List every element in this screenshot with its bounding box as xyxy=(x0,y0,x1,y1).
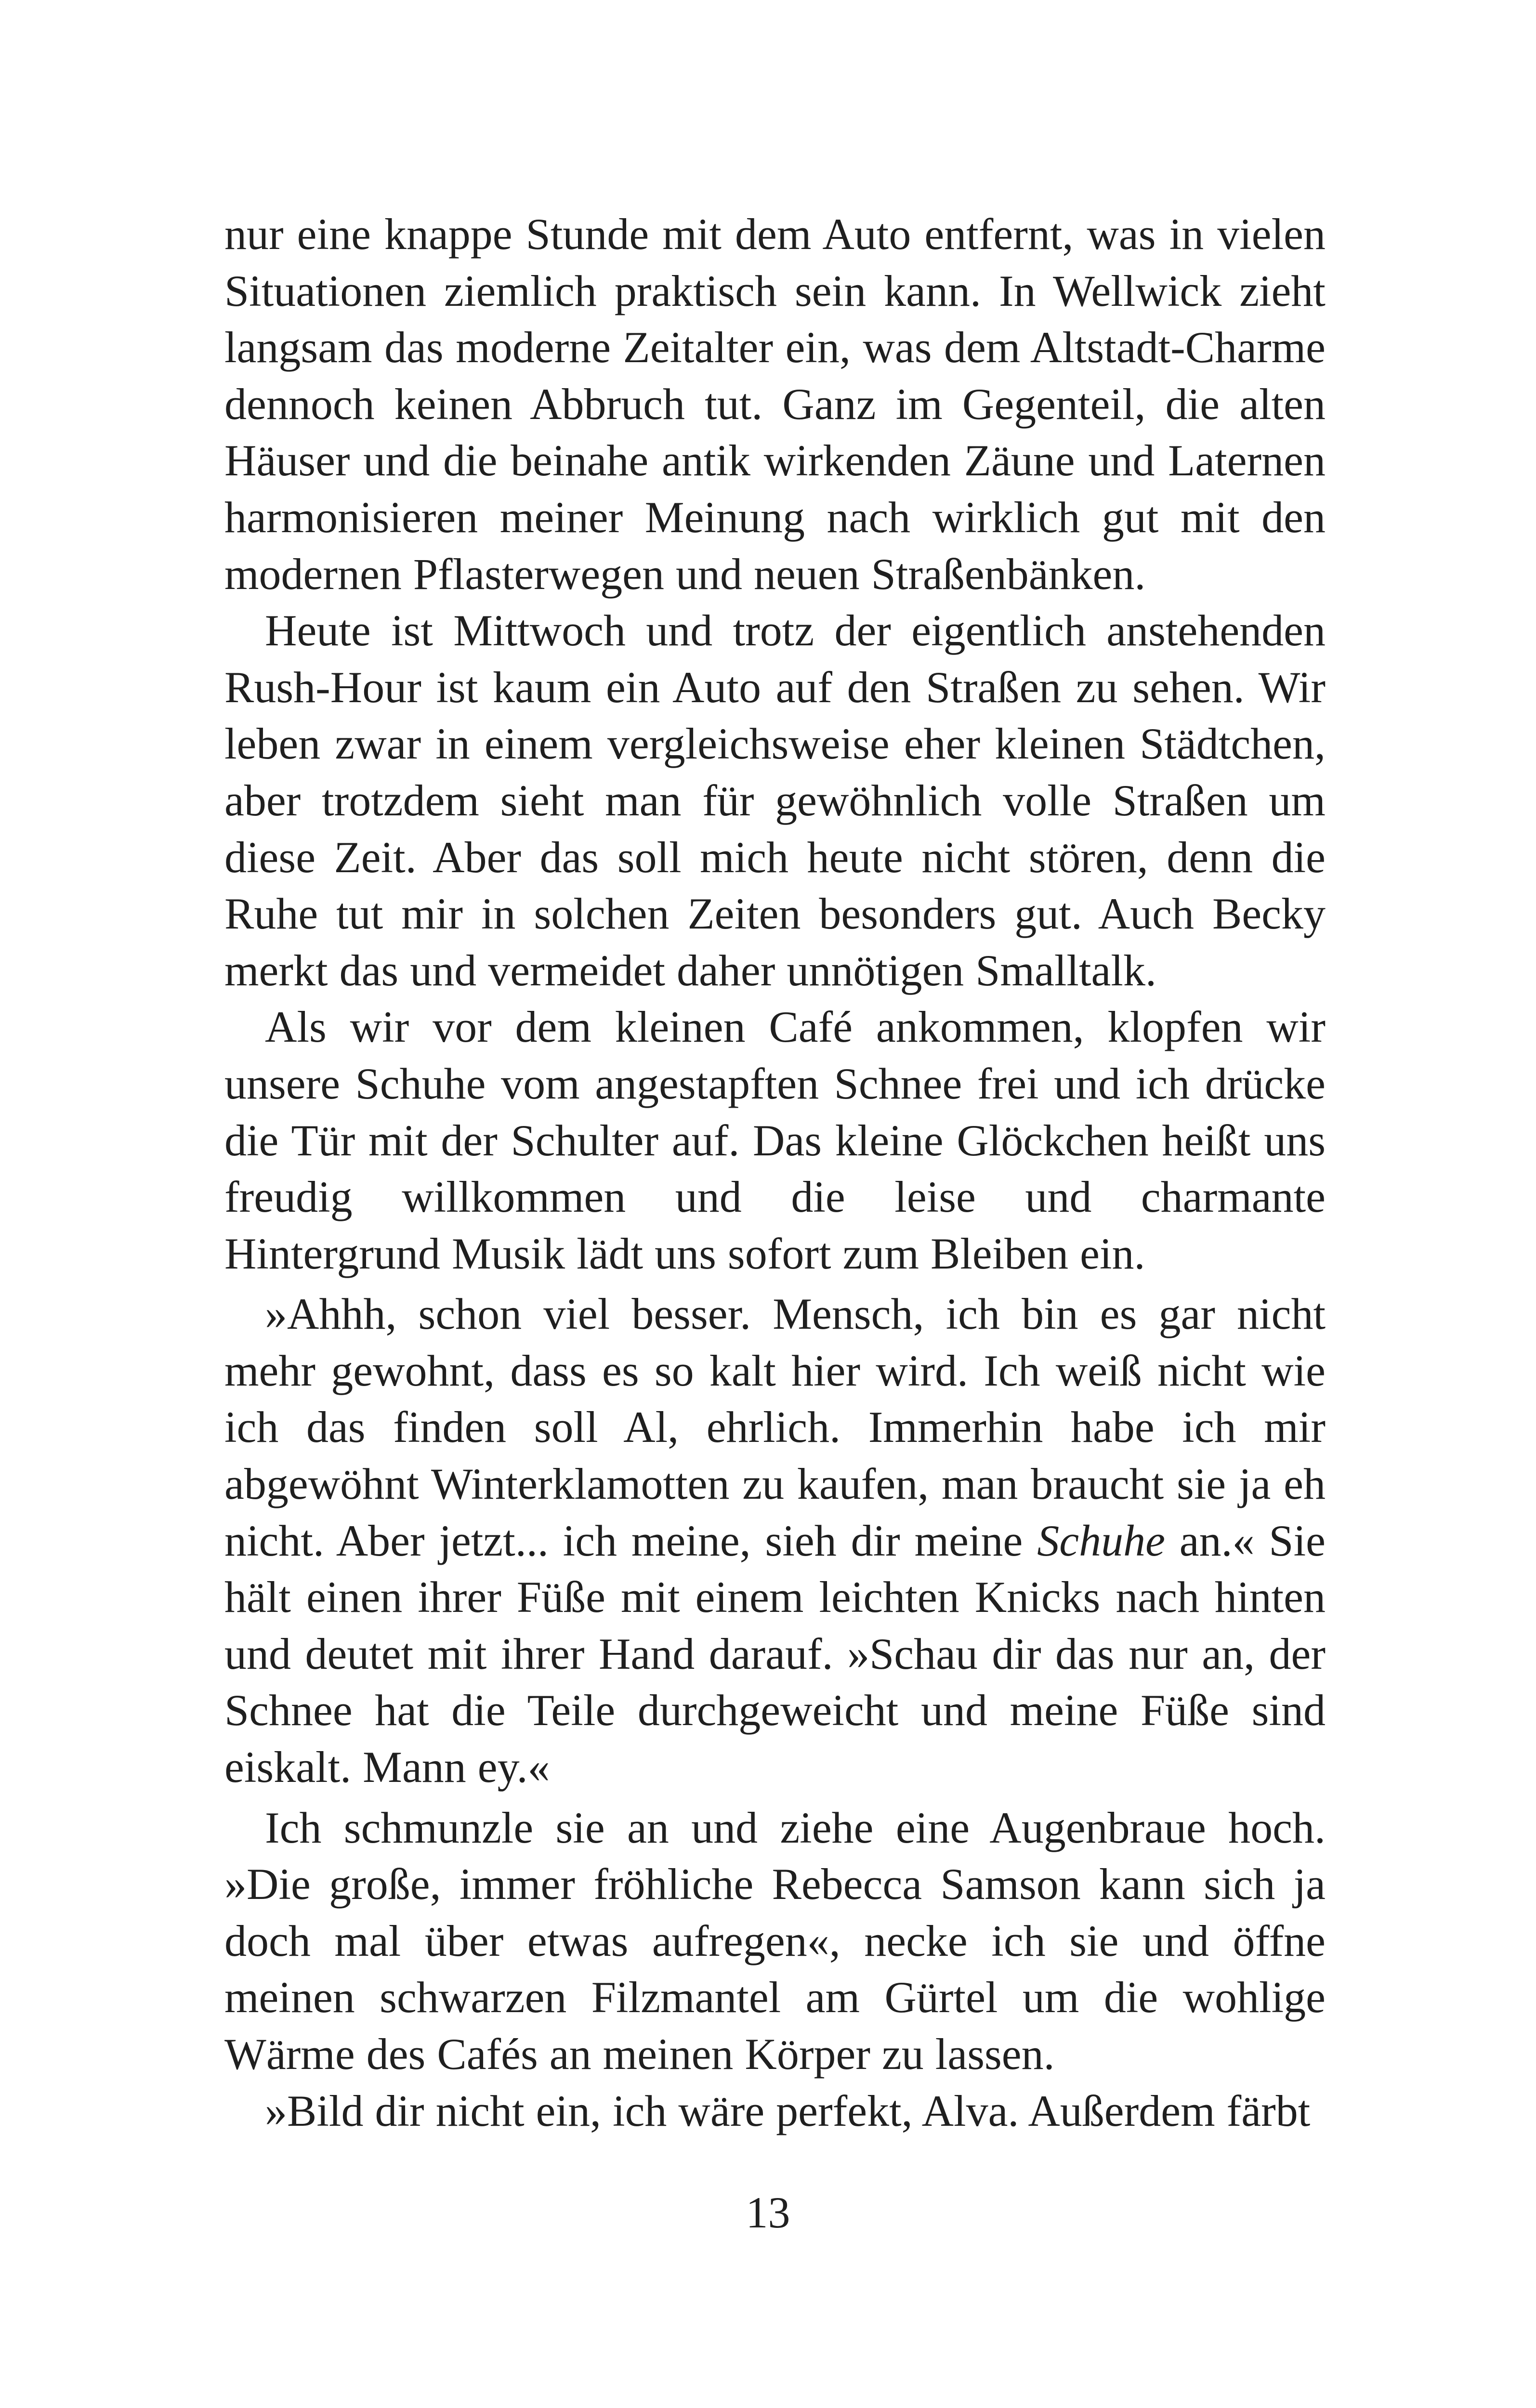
page-body xyxy=(224,206,1326,2139)
paragraph-4-italic-word: Schuhe xyxy=(1037,1516,1165,1565)
paragraph-2: Heute ist Mittwoch und trotz der eigentlich anstehenden Rush-Hour ist kaum ein Auto auf den Straßen zu sehen. Wir leben zwar in einem vergleichsweise eher kleinen Städtchen, aber trotzdem sieht man für gewöhnlich volle Straßen um diese Zeit. Aber das soll mich heute nicht stören, denn die Ruhe tut mir in solchen Zeiten besonders gut. Auch Becky merkt das und vermeidet daher unnötigen Smalltalk. xyxy=(224,606,1326,995)
paragraph-4 xyxy=(224,1286,1326,1795)
paragraph-4-text-after-italic: an.« Sie hält einen ihrer Füße mit einem leichten Knicks nach hinten und deutet mit ihrer Hand darauf. »Schau dir das nur an, der Schnee hat die Teile durchgeweicht und meine Füße sind eiskalt. Mann ey.« xyxy=(224,1516,1326,1792)
page-number: 13 xyxy=(746,2188,790,2237)
paragraph-3: Als wir vor dem kleinen Café ankommen, klopfen wir unsere Schuhe vom angestapften Schnee frei und ich drücke die Tür mit der Schulter auf. Das kleine Glöckchen heißt uns freudig willkommen und die leise und charmante Hintergrund Musik lädt uns sofort zum Bleiben ein. xyxy=(224,1002,1326,1278)
paragraph-5: Ich schmunzle sie an und ziehe eine Augenbraue hoch. »Die große, immer fröhliche Rebecca Samson kann sich ja doch mal über etwas aufregen«, necke ich sie und öffne meinen schwarzen Filzmantel am Gürtel um die wohlige Wärme des Cafés an meinen Körper zu lassen. xyxy=(224,1803,1326,2079)
paragraph-6: »Bild dir nicht ein, ich wäre perfekt, Alva. Außerdem färbt xyxy=(265,2086,1311,2135)
paragraph-4-text-before-italic: »Ahhh, schon viel besser. Mensch, ich bin es gar nicht mehr gewohnt, dass es so kalt hier wird. Ich weiß nicht wie ich das finden soll Al, ehrlich. Immerhin habe ich mir abgewöhnt Winterklamotten zu kaufen, man braucht sie ja eh nicht. Aber jetzt... ich meine, sieh dir meine xyxy=(224,1289,1326,1565)
paragraph-1: nur eine knappe Stunde mit dem Auto entfernt, was in vielen Situationen ziemlich praktisch sein kann. In Wellwick zieht langsam das moderne Zeitalter ein, was dem Altstadt-Charme dennoch keinen Abbruch tut. Ganz im Gegenteil, die alten Häuser und die beinahe antik wirkenden Zäune und Laternen harmonisieren meiner Meinung nach wirklich gut mit den modernen Pflasterwegen und neuen Straßenbänken. xyxy=(224,209,1326,599)
